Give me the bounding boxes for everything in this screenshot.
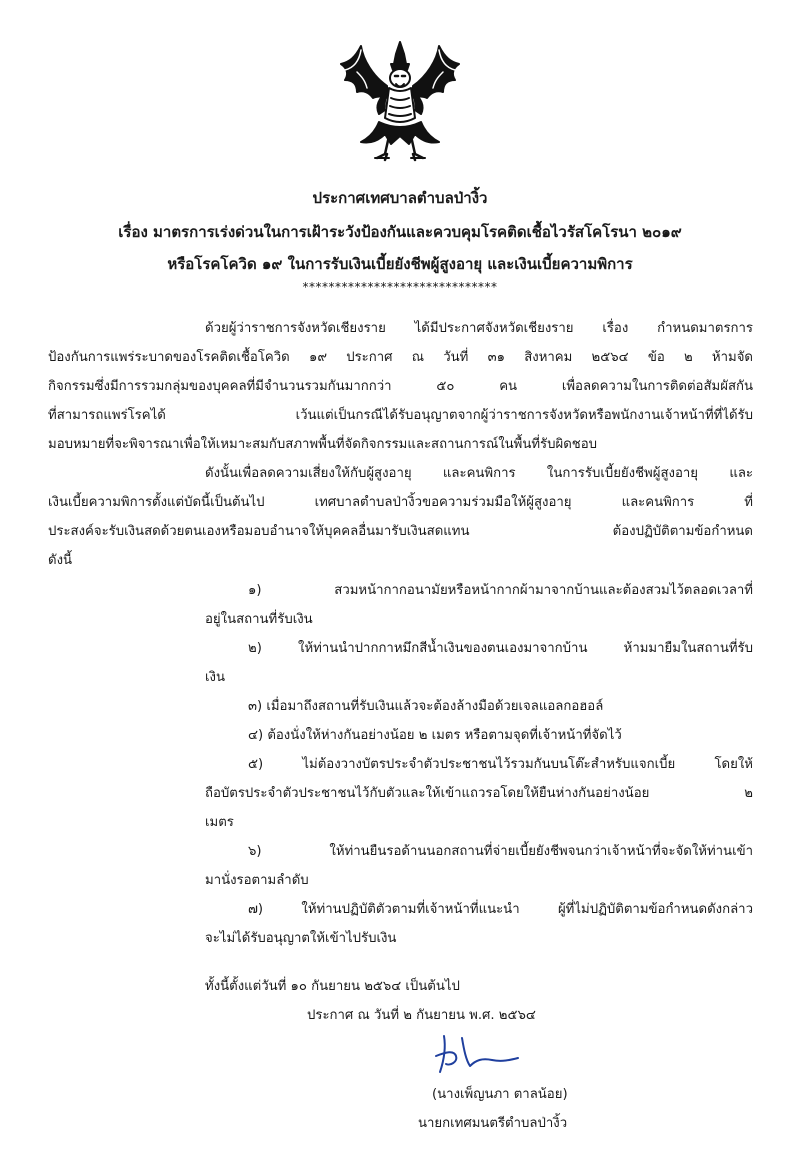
- list-item: จะไม่ได้รับอนุญาตให้เข้าไปรับเงิน: [205, 931, 397, 946]
- announcement-title: ประกาศเทศบาลตำบลป่างิ้ว: [312, 189, 488, 207]
- list-item: ๕) ไม่ต้องวางบัตรประจำตัวประชาชนไว้รวมกันบนโต๊ะสำหรับแจกเบี้ย โดยให้: [248, 757, 753, 772]
- list-item: ๓) เมื่อมาถึงสถานที่รับเงินแล้วจะต้องล้างมือด้วยเจลแอลกอฮอล์: [248, 699, 604, 714]
- paragraph-line: เงินเบี้ยความพิการตั้งแต่บัดนี้เป็นต้นไป เทศบาลตำบลป่างิ้วขอความร่วมมือให้ผู้สูงอายุ และคนพิการ ที่: [48, 495, 753, 510]
- paragraph-line: ดังนี้: [48, 553, 73, 568]
- list-item: มานั่งรอตามลำดับ: [205, 873, 309, 888]
- announcement-subject: เรื่อง มาตรการเร่งด่วนในการเฝ้าระวังป้องกันและควบคุมโรคติดเชื้อไวรัสโคโรนา ๒๐๑๙: [118, 223, 682, 241]
- list-item: เมตร: [205, 815, 234, 830]
- list-item: อยู่ในสถานที่รับเงิน: [205, 612, 313, 627]
- effective-date: ทั้งนี้ตั้งแต่วันที่ ๑๐ กันยายน ๒๕๖๔ เป็นต้นไป: [205, 979, 460, 994]
- list-item: ๖) ให้ท่านยืนรอด้านนอกสถานที่จ่ายเบี้ยยังชีพจนกว่าเจ้าหน้าที่จะจัดให้ท่านเข้า: [248, 844, 753, 859]
- paragraph-line: ดังนั้นเพื่อลดความเสี่ยงให้กับผู้สูงอายุ และคนพิการ ในการรับเบี้ยยังชีพผู้สูงอายุ และ: [205, 466, 753, 481]
- announced-date: ประกาศ ณ วันที่ ๒ กันยายน พ.ศ. ๒๕๖๔: [307, 1008, 536, 1023]
- list-item: ๒) ให้ท่านนำปากกาหมึกสีน้ำเงินของตนเองมาจากบ้าน ห้ามมายืมในสถานที่รับ: [248, 641, 753, 656]
- paragraph-line: ป้องกันการแพร่ระบาดของโรคติดเชื้อโควิด ๑๙ ประกาศ ณ วันที่ ๓๑ สิงหาคม ๒๕๖๔ ข้อ ๒ ห้ามจัด: [48, 350, 753, 365]
- list-item: เงิน: [205, 670, 225, 685]
- paragraph-line: ที่สามารถแพร่โรคได้ เว้นแต่เป็นกรณีได้รับอนุญาตจากผู้ว่าราชการจังหวัดหรือพนักงานเจ้าหน้าที่ที่ได้รับ: [48, 408, 753, 423]
- signer-position: นายกเทศมนตรีตำบลป่างิ้ว: [418, 1116, 568, 1131]
- asterisk-divider: ******************************: [302, 280, 498, 294]
- announcement-subject-cont: หรือโรคโควิด ๑๙ ในการรับเงินเบี้ยยังชีพผู้สูงอายุ และเงินเบี้ยความพิการ: [167, 255, 633, 273]
- list-item: ๔) ต้องนั่งให้ห่างกันอย่างน้อย ๒ เมตร หรือตามจุดที่เจ้าหน้าที่จัดไว้: [248, 728, 622, 743]
- list-item: ๗) ให้ท่านปฏิบัติตัวตามที่เจ้าหน้าที่แนะนำ ผู้ที่ไม่ปฏิบัติตามข้อกำหนดดังกล่าว: [248, 902, 753, 917]
- paragraph-line: ประสงค์จะรับเงินสดด้วยตนเองหรือมอบอำนาจให้บุคคลอื่นมารับเงินสดแทน ต้องปฏิบัติตามข้อกำหนด: [48, 524, 753, 539]
- signer-name: (นางเพ็ญนภา ตาลน้อย): [432, 1087, 568, 1102]
- paragraph-line: กิจกรรมซึ่งมีการรวมกลุ่มของบุคคลที่มีจำนวนรวมกันมากกว่า ๕๐ คน เพื่อลดความในการติดต่อสัมผัสกัน: [48, 379, 753, 394]
- list-item: ถือบัตรประจำตัวประชาชนไว้กับตัวและให้เข้าแถวรอโดยให้ยืนห่างกันอย่างน้อย ๒: [205, 786, 753, 801]
- list-item: ๑) สวมหน้ากากอนามัยหรือหน้ากากผ้ามาจากบ้านและต้องสวมไว้ตลอดเวลาที่: [248, 583, 753, 598]
- paragraph-line: มอบหมายที่จะพิจารณาเพื่อให้เหมาะสมกับสภาพพื้นที่จัดกิจกรรมและสถานการณ์ในพื้นที่รับผิดชอบ: [48, 437, 598, 452]
- handwritten-signature: [432, 1030, 522, 1080]
- garuda-emblem: [335, 40, 465, 165]
- paragraph-line: ด้วยผู้ว่าราชการจังหวัดเชียงราย ได้มีประกาศจังหวัดเชียงราย เรื่อง กำหนดมาตรการ: [205, 321, 753, 336]
